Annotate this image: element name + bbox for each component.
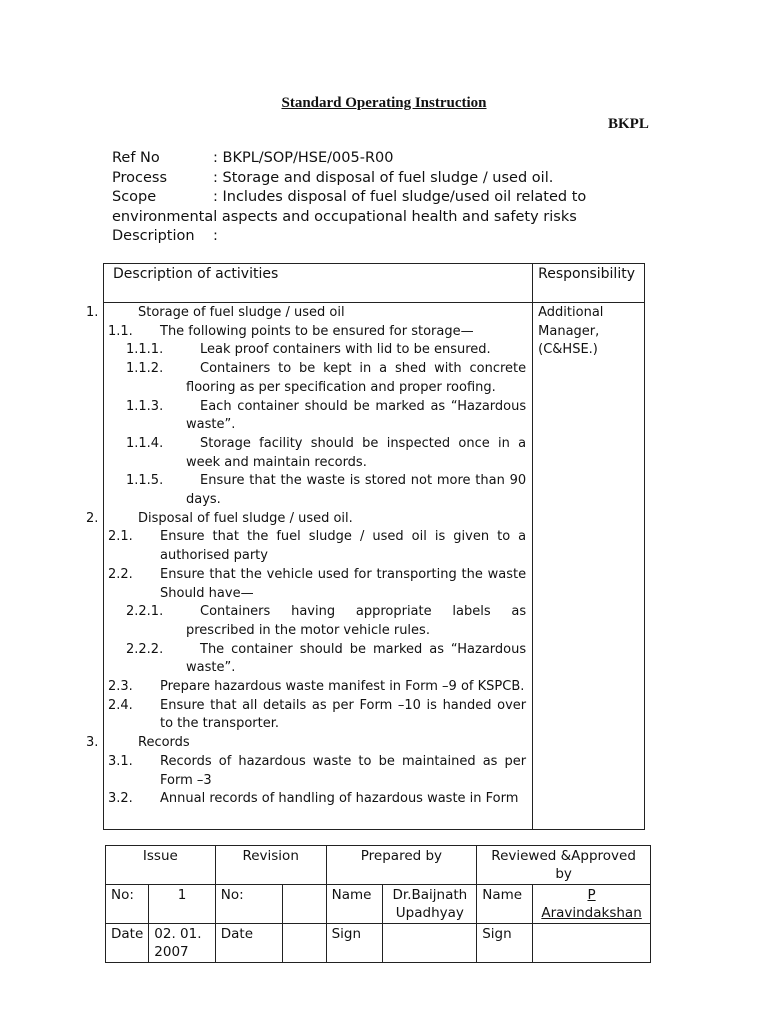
list-item: 2.1. Ensure that the fuel sludge / used oil is given to a authorised party <box>108 529 527 564</box>
list-item: 1.1.1. Leak proof containers with lid to be ensured. <box>126 342 491 358</box>
company-code: BKPL <box>608 116 649 132</box>
signoff-table <box>105 845 651 963</box>
list-item: 2.2. Ensure that the vehicle used for transporting the waste Should have— <box>108 566 527 601</box>
activities-body <box>86 303 533 830</box>
scope-label: Scope <box>112 189 157 205</box>
revision-header: Revision <box>215 846 326 885</box>
document-title: Standard Operating Instruction <box>281 95 487 111</box>
revision-no-value <box>283 885 326 924</box>
list-item: 3. Records <box>86 735 190 751</box>
description-value: : <box>213 228 218 244</box>
list-item: 2. Disposal of fuel sludge / used oil. <box>86 510 353 526</box>
ref-label: Ref No <box>112 150 160 166</box>
list-item: 1.1.4. Storage facility should be inspected once in a week and maintain records. <box>126 435 527 470</box>
reviewed-by-header: Reviewed &Approved by <box>477 846 651 885</box>
reviewer-name-label: Name <box>477 885 533 924</box>
responsibility-header: Responsibility <box>533 264 645 303</box>
issue-date-label: Date <box>106 924 149 963</box>
issue-no-label: No: <box>106 885 149 924</box>
process-label: Process <box>112 169 168 186</box>
list-item: 1.1.5. Ensure that the waste is stored not more than 90 days. <box>126 473 527 508</box>
reviewer-sign-value <box>533 924 651 963</box>
activities-table <box>86 263 645 830</box>
ref-value: : BKPL/SOP/HSE/005-R00 <box>213 150 394 166</box>
description-label: Description <box>112 228 195 244</box>
revision-no-label: No: <box>215 885 283 924</box>
revision-date-value <box>283 924 326 963</box>
list-item: 1.1.3. Each container should be marked as “Hazardous waste”. <box>126 398 527 433</box>
scope-value: : Includes disposal of fuel sludge/used oil related to <box>213 189 587 205</box>
process-row <box>112 169 652 189</box>
activities-header: Description of activities <box>104 264 533 303</box>
prepared-by-header: Prepared by <box>326 846 477 885</box>
list-item: 2.2.1. Containers having appropriate labels as prescribed in the motor vehicle rules. <box>126 604 527 638</box>
prepared-name-label: Name <box>326 885 383 924</box>
scope-continuation: environmental aspects and occupational health and safety risks <box>112 208 577 225</box>
document-meta <box>112 149 652 247</box>
revision-date-label: Date <box>215 924 283 963</box>
list-item: 3.2. Annual records of handling of hazardous waste in Form <box>108 791 519 807</box>
ref-row <box>112 149 652 169</box>
description-row <box>112 227 652 247</box>
issue-date-value: 02. 01. 2007 <box>149 924 215 963</box>
prepared-sign-label: Sign <box>326 924 383 963</box>
prepared-sign-value <box>383 924 477 963</box>
list-item: 1.1. The following points to be ensured for storage— <box>108 323 474 339</box>
process-value: : Storage and disposal of fuel sludge / used oil. <box>213 169 554 186</box>
responsibility-value: Additional Manager, (C&HSE.) <box>533 303 645 830</box>
list-item: 2.4. Ensure that all details as per Form –10 is handed over to the transporter. <box>108 697 527 732</box>
reviewer-name-value: P Aravindakshan <box>533 885 651 924</box>
prepared-name-value: Dr.Baijnath Upadhyay <box>383 885 477 924</box>
list-item: 3.1. Records of hazardous waste to be maintained as per Form –3 <box>108 753 527 788</box>
scope-row <box>112 188 652 208</box>
list-item: 2.3. Prepare hazardous waste manifest in Form –9 of KSPCB. <box>108 679 525 695</box>
list-item: 2.2.2. The container should be marked as “Hazardous waste”. <box>126 641 527 676</box>
list-item: 1. Storage of fuel sludge / used oil <box>86 305 345 320</box>
issue-header: Issue <box>106 846 216 885</box>
issue-no-value: 1 <box>149 885 215 924</box>
list-item: 1.1.2. Containers to be kept in a shed with concrete flooring as per specification and proper roofing. <box>126 361 527 395</box>
reviewer-sign-label: Sign <box>477 924 533 963</box>
